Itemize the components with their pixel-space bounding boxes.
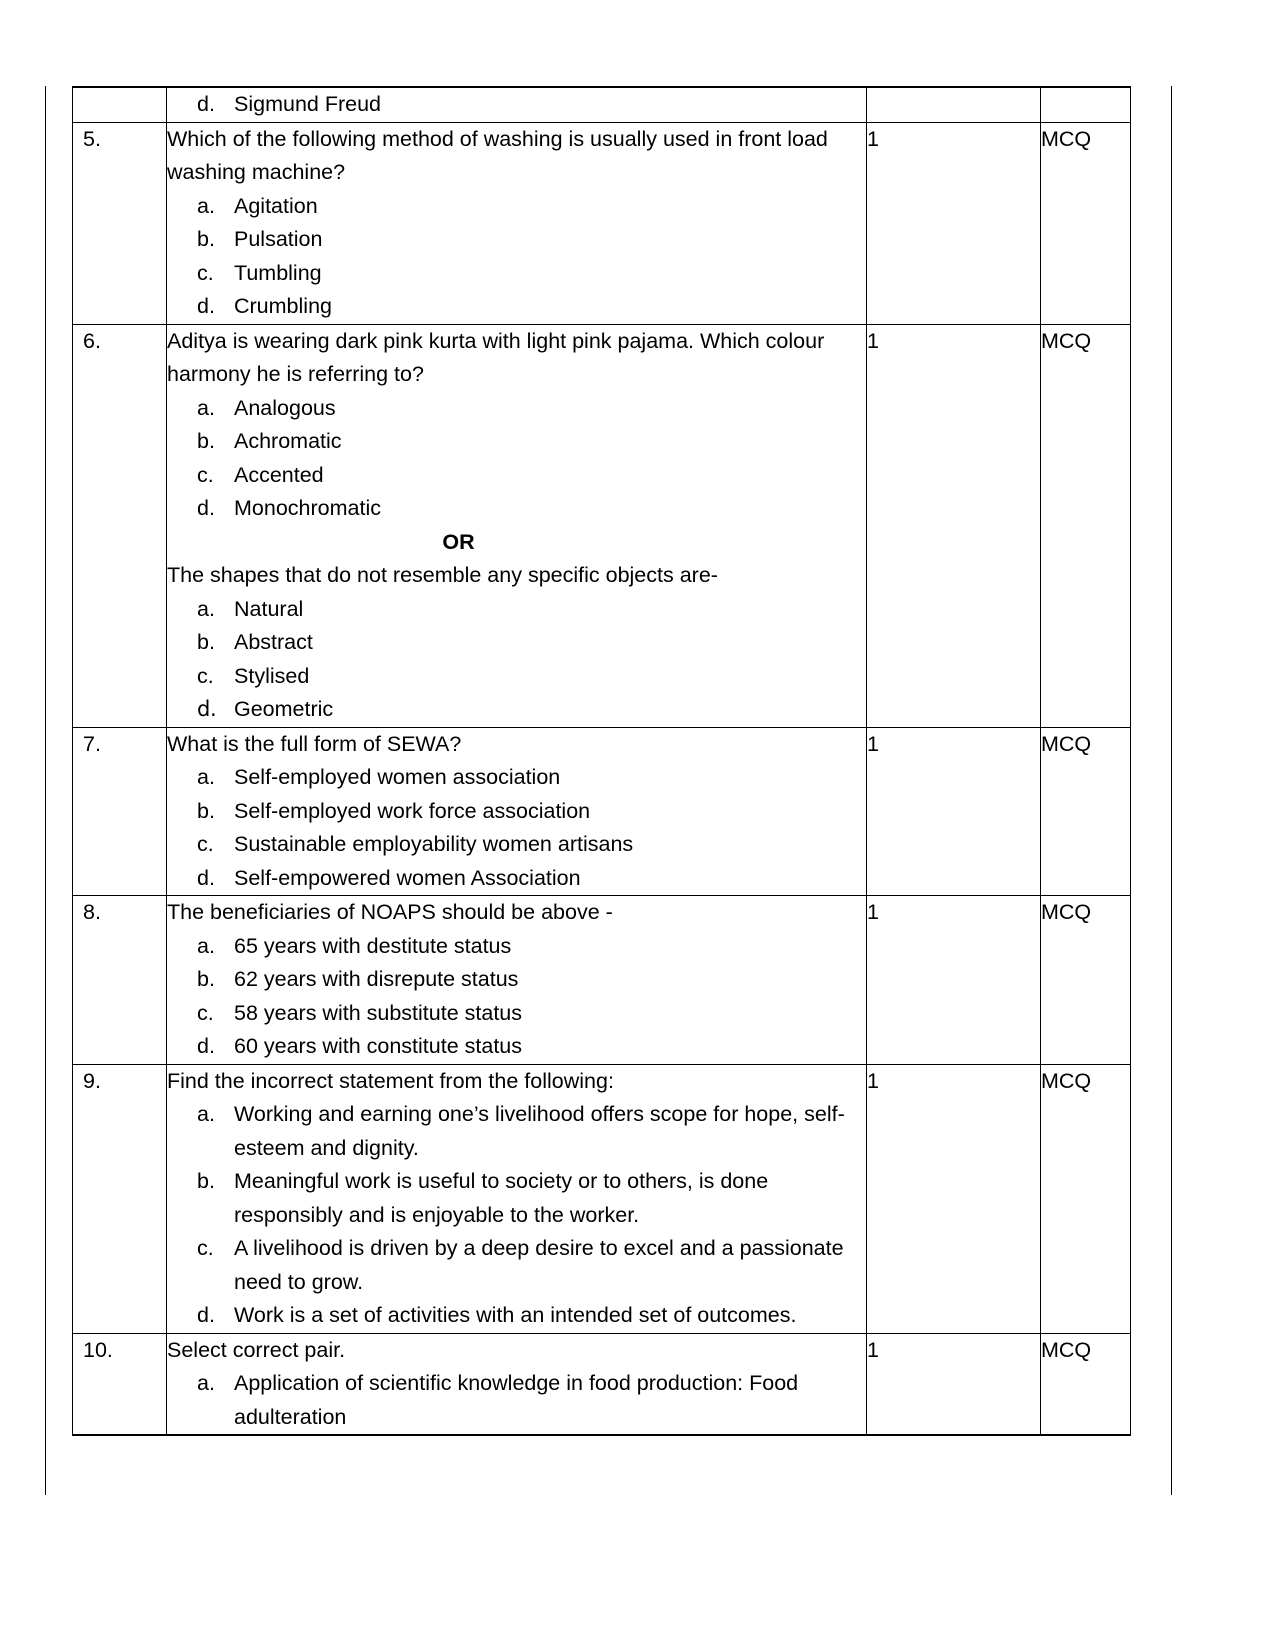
option-marker: b. (197, 798, 215, 823)
option-text: Abstract (234, 630, 313, 654)
option-item (167, 223, 866, 257)
option-item (167, 761, 866, 795)
question-number-cell (73, 1064, 167, 1333)
option-text: Geometric (234, 697, 334, 721)
alt-question-stem: The shapes that do not resemble any specific objects are- (167, 563, 718, 587)
option-item (167, 593, 866, 627)
option-item (167, 492, 866, 526)
option-item (167, 1098, 866, 1165)
or-separator: OR (442, 529, 475, 554)
option-text: 60 years with constitute status (234, 1034, 523, 1058)
marks-value: 1 (867, 900, 879, 924)
marks-value: 1 (867, 1337, 879, 1362)
option-item (167, 997, 866, 1031)
option-text: Monochromatic (234, 496, 381, 520)
question-cell (167, 727, 867, 896)
option-item (167, 1165, 866, 1232)
question-stem: Aditya is wearing dark pink kurta with light pink pajama. Which colour harmony he is referring to? (167, 328, 825, 386)
option-list (167, 1367, 866, 1434)
table-row (73, 1333, 1131, 1435)
type-cell (1041, 727, 1131, 896)
option-text: Agitation (234, 193, 318, 218)
option-marker: a. (197, 596, 215, 621)
type-cell (1041, 324, 1131, 727)
question-table-container (72, 86, 1130, 1436)
marks-cell (867, 727, 1041, 896)
option-item (167, 626, 866, 660)
option-text: Application of scientific knowledge in food production: Food adulteration (234, 1371, 799, 1429)
marks-cell (867, 1064, 1041, 1333)
option-marker: a. (197, 1102, 215, 1126)
option-marker: c. (197, 260, 214, 285)
marks-cell (867, 1333, 1041, 1435)
option-marker: a. (197, 193, 215, 218)
option-marker: a. (197, 395, 215, 420)
option-list (167, 1098, 866, 1333)
option-item (167, 963, 866, 997)
option-item (167, 290, 866, 324)
option-marker: c. (197, 462, 214, 487)
type-cell (1041, 87, 1131, 122)
alt-option-list (167, 593, 866, 727)
option-text: Analogous (234, 395, 336, 420)
option-list (167, 930, 866, 1064)
question-cell (167, 87, 867, 122)
question-number: 6. (83, 328, 101, 353)
marks-value: 1 (867, 731, 879, 756)
option-item (167, 1367, 866, 1434)
option-text: Stylised (234, 663, 310, 688)
type-cell (1041, 1064, 1131, 1333)
option-item (167, 257, 866, 291)
question-cell (167, 1333, 867, 1435)
option-marker: d. (197, 1034, 215, 1058)
option-item (167, 88, 866, 122)
marks-value: 1 (867, 328, 879, 353)
option-text: A livelihood is driven by a deep desire to excel and a passionate need to grow. (234, 1236, 844, 1294)
option-text: Natural (234, 596, 304, 621)
option-marker: c. (197, 1236, 214, 1260)
option-item (167, 425, 866, 459)
option-marker: b. (197, 630, 215, 654)
option-text: Pulsation (234, 227, 323, 251)
question-type: MCQ (1041, 900, 1092, 924)
option-text: Sustainable employability women artisans (234, 832, 634, 856)
table-row-carryover (73, 87, 1131, 122)
question-number-cell (73, 324, 167, 727)
option-marker: d. (197, 496, 215, 520)
option-marker: b. (197, 967, 215, 991)
marks-cell (867, 122, 1041, 324)
question-number-cell (73, 727, 167, 896)
table-row (73, 896, 1131, 1065)
option-list (167, 190, 866, 324)
option-marker: b. (197, 227, 215, 251)
question-number: 10. (83, 1337, 113, 1362)
question-stem: Which of the following method of washing is usually used in front load washing machine? (167, 126, 828, 184)
question-number-cell (73, 896, 167, 1065)
question-type: MCQ (1041, 1068, 1092, 1093)
option-marker: d. (197, 697, 217, 721)
marks-cell (867, 324, 1041, 727)
type-cell (1041, 1333, 1131, 1435)
type-cell (1041, 896, 1131, 1065)
question-type: MCQ (1041, 1337, 1092, 1362)
marks-value: 1 (867, 1068, 879, 1093)
option-marker: d. (197, 92, 215, 116)
question-number: 7. (83, 731, 101, 756)
type-cell (1041, 122, 1131, 324)
table-row (73, 324, 1131, 727)
option-marker: b. (197, 1169, 215, 1193)
question-number: 5. (83, 126, 101, 151)
question-stem: The beneficiaries of NOAPS should be above - (167, 900, 613, 924)
table-row (73, 727, 1131, 896)
option-text: Working and earning one’s livelihood offers scope for hope, self-esteem and dignity. (234, 1102, 845, 1160)
option-marker: d. (197, 294, 215, 318)
question-table (72, 86, 1131, 1436)
question-stem: What is the full form of SEWA? (167, 731, 462, 756)
question-stem: Find the incorrect statement from the following: (167, 1068, 614, 1093)
option-text: Self-employed work force association (234, 798, 591, 823)
option-text: Tumbling (234, 260, 322, 285)
question-cell (167, 1064, 867, 1333)
question-table-body (73, 87, 1131, 1435)
marks-cell (867, 896, 1041, 1065)
question-number: 9. (83, 1068, 101, 1093)
table-row (73, 1064, 1131, 1333)
option-text: Accented (234, 462, 324, 487)
option-text: Work is a set of activities with an intended set of outcomes. (234, 1303, 797, 1327)
option-item (167, 930, 866, 964)
question-number-cell (73, 1333, 167, 1435)
option-item (167, 190, 866, 224)
marks-value: 1 (867, 126, 879, 151)
option-item (167, 693, 866, 727)
option-marker: d. (197, 865, 215, 890)
option-marker: a. (197, 765, 215, 789)
option-item (167, 1232, 866, 1299)
option-marker: b. (197, 429, 215, 453)
option-item (167, 1299, 866, 1333)
option-marker: a. (197, 933, 215, 958)
option-text: Self-employed women association (234, 765, 561, 789)
option-item (167, 1030, 866, 1064)
option-text: Self-empowered women Association (234, 865, 581, 890)
option-text: Crumbling (234, 294, 332, 318)
option-item (167, 862, 866, 896)
option-list (167, 88, 866, 122)
question-type: MCQ (1041, 731, 1092, 756)
option-text: 62 years with disrepute status (234, 967, 519, 991)
option-marker: c. (197, 1000, 214, 1025)
option-item (167, 459, 866, 493)
question-type: MCQ (1041, 126, 1092, 151)
option-marker: a. (197, 1371, 215, 1395)
option-list (167, 392, 866, 526)
option-item (167, 795, 866, 829)
question-stem: Select correct pair. (167, 1337, 346, 1362)
question-cell (167, 122, 867, 324)
option-marker: c. (197, 832, 214, 856)
option-text: Achromatic (234, 429, 342, 453)
option-text: Sigmund Freud (234, 92, 381, 116)
question-number: 8. (83, 900, 101, 924)
option-list (167, 761, 866, 895)
question-number-cell (73, 122, 167, 324)
option-text: 58 years with substitute status (234, 1000, 523, 1025)
option-text: Meaningful work is useful to society or to others, is done responsibly and is enjoyable to the worker. (234, 1169, 769, 1227)
table-row (73, 122, 1131, 324)
option-marker: c. (197, 663, 214, 688)
marks-cell (867, 87, 1041, 122)
question-cell (167, 896, 867, 1065)
option-text: 65 years with destitute status (234, 933, 512, 958)
question-number-cell (73, 87, 167, 122)
option-marker: d. (197, 1303, 215, 1327)
option-item (167, 392, 866, 426)
question-cell (167, 324, 867, 727)
question-type: MCQ (1041, 328, 1092, 353)
option-item (167, 660, 866, 694)
option-item (167, 828, 866, 862)
